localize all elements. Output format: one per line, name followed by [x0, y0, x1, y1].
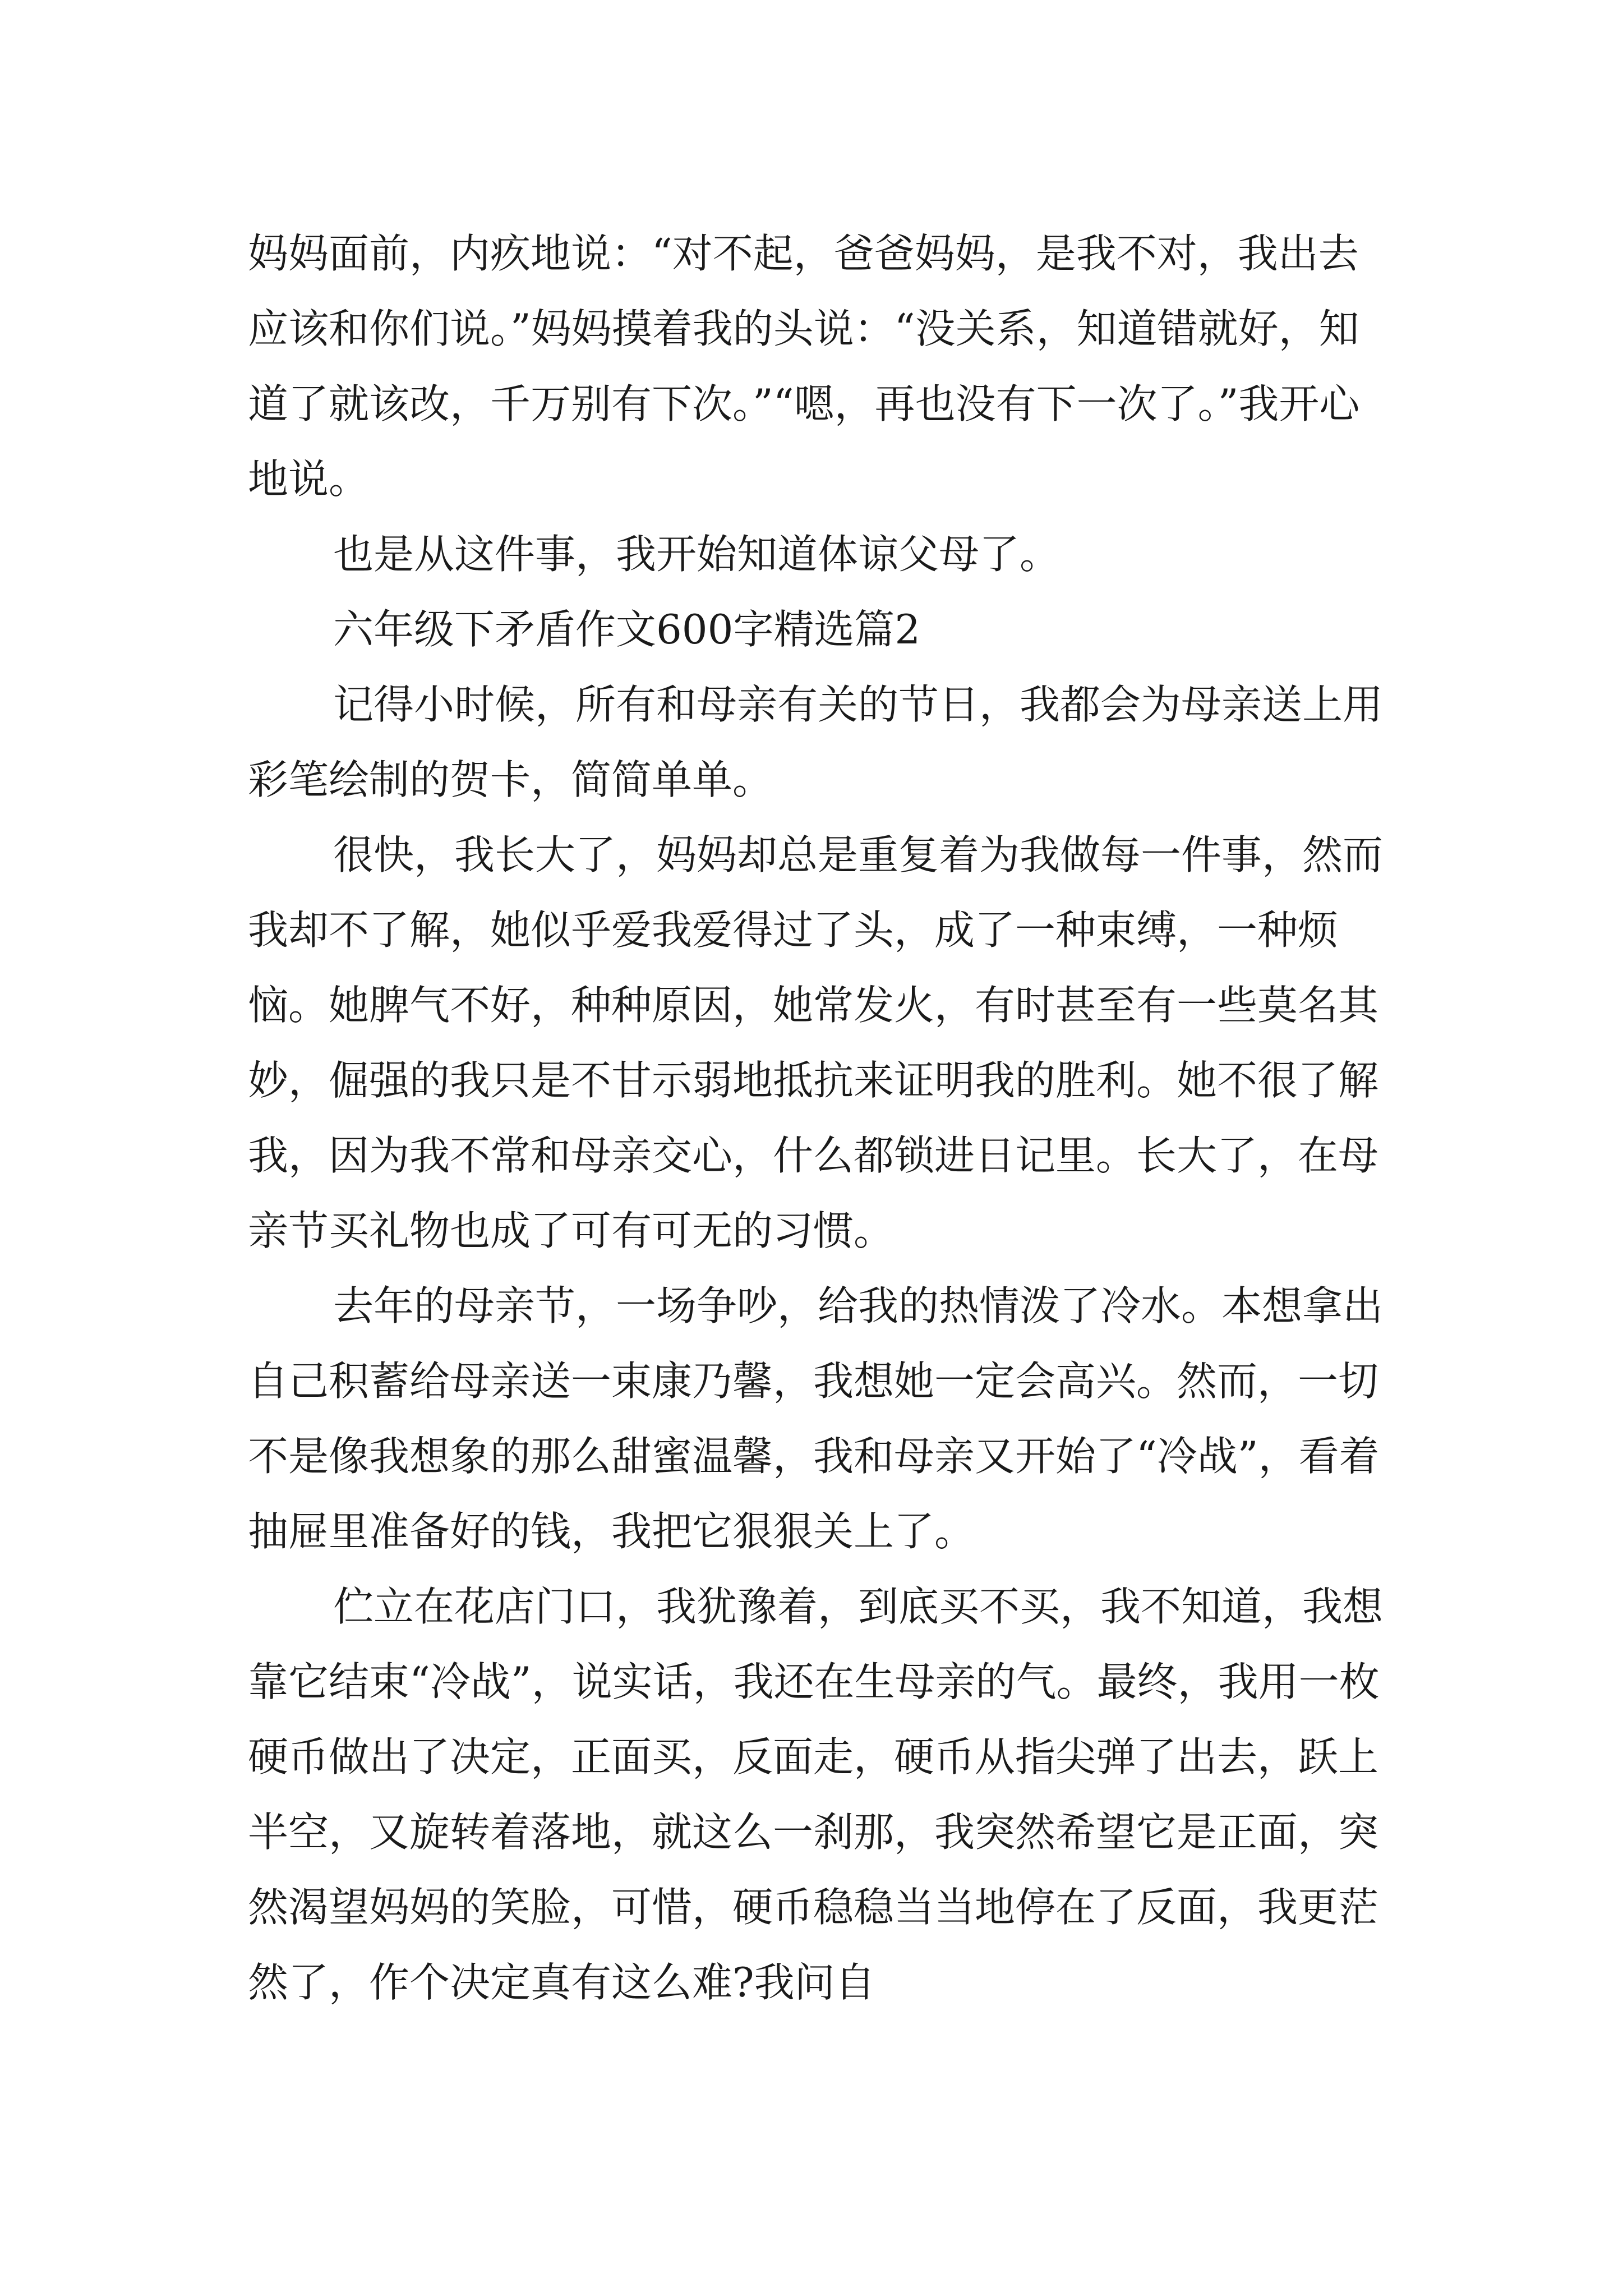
paragraph-4: 很快，我长大了，妈妈却总是重复着为我做每一件事，然而我却不了解，她似乎爱我爱得过了头，成了一种束缚，一种烦恼。她脾气不好，种种原因，她常发火，有时甚至有一些莫名其妙，倔强的我只是不甘示弱地抵抗来证明我的胜利。她不很了解我，因为我不常和母亲交心，什么都锁进日记里。长大了，在母亲节买礼物也成了可有可无的习惯。 — [248, 831, 1384, 1254]
paragraph-1: 妈妈面前，内疚地说：“对不起，爸爸妈妈，是我不对，我出去应该和你们说。”妈妈摸着我的头说：“没关系，知道错就好，知道了就该改，千万别有下次。”“嗯，再也没有下一次了。”我开心地说。 — [248, 230, 1360, 503]
paragraph-3: 记得小时候，所有和母亲有关的节日，我都会为母亲送上用彩笔绘制的贺卡，简简单单。 — [248, 681, 1384, 803]
paragraph-2: 也是从这件事，我开始知道体谅父母了。 — [333, 531, 1061, 578]
paragraph-5: 去年的母亲节，一场争吵，给我的热情泼了冷水。本想拿出自己积蓄给母亲送一束康乃馨，我想她一定会高兴。然而，一切不是像我想象的那么甜蜜温馨，我和母亲又开始了“冷战”，看着抽屉里准备好的钱，我把它狠狠关上了。 — [248, 1282, 1384, 1555]
document-body — [248, 216, 1386, 2020]
paragraph-6: 伫立在花店门口，我犹豫着，到底买不买，我不知道，我想靠它结束“冷战”，说实话，我还在生母亲的气。最终，我用一枚硬币做出了决定，正面买，反面走，硬币从指尖弹了出去，跃上半空，又旋转着落地，就这么一刹那，我突然希望它是正面，突然渴望妈妈的笑脸，可惜，硬币稳稳当当地停在了反面，我更茫然了，作个决定真有这么难?我问自 — [248, 1583, 1384, 2006]
section-heading: 六年级下矛盾作文600字精选篇2 — [333, 606, 921, 653]
